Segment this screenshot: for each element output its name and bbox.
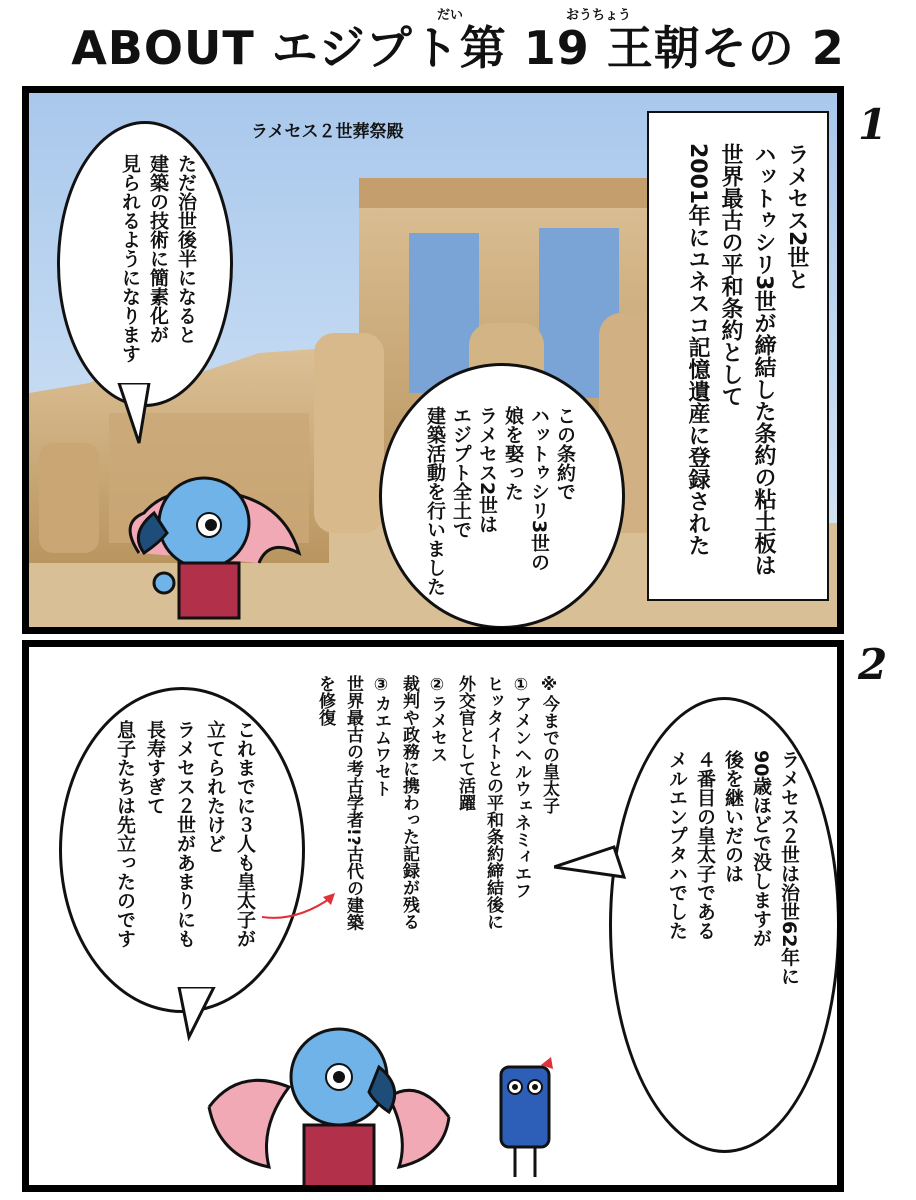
panel2-note: ※今までの皇太子 ①アメンヘルウェネミィエフ ヒッタイトとの平和条約締結後に 外交官として活躍 ②ラメセス 裁判や政務に携わった記録が残る ③カエムワセト 世界最古の考古学者!?古代の建築 を修復 [315, 675, 559, 931]
panel-2 [22, 640, 844, 1192]
panel2-bubble-left-text: これまでに３人も皇太子が 立てられたけど ラメセス２世があまりにも 長寿すぎて 息子たちは先立ったのです [114, 720, 256, 948]
red-arrow-icon [257, 887, 347, 927]
bird-mascot-character-2 [199, 1017, 459, 1192]
panel2-bubble-right [609, 697, 840, 1153]
panel-number-2: 2 [858, 640, 888, 689]
panel1-bubble-center [379, 363, 625, 629]
small-mascot-character [491, 1057, 561, 1187]
title-ruby-dai: だい [437, 8, 464, 23]
title-ruby-ouchou: おうちょう [566, 8, 632, 23]
panel1-narration-box [647, 111, 829, 601]
bubble-tail-right [554, 837, 634, 897]
panel2-bubble-right-text: ラメセス２世は治世62年に 90歳ほどで没しますが 後を継いだのは ４番目の皇太子である メルエンプタハでした [666, 750, 800, 986]
panel1-bubble-center-text: この条約で ハットゥシリ3世の 娘を娶った ラメセス2世は エジプト全土で 建築活動を行いました [424, 406, 576, 596]
panel1-bubble-left-text: ただ治世後半になると 建築の技術に簡素化が 見られるようになります [119, 154, 197, 363]
bird-mascot-character [109, 443, 309, 623]
title-text: ABOUT エジプト第 19 王朝その 2 [71, 21, 845, 75]
panel1-bubble-left [57, 121, 233, 407]
panel2-bubble-left [59, 687, 305, 1013]
photo-caption: ラメセス２世葬祭殿 [251, 122, 404, 142]
panel-number-1: 1 [858, 100, 888, 149]
panel1-narration-text: ラメセス2世と ハットゥシリ3世が締結した条約の粘土板は 世界最古の平和条約として 2001年にユネスコ記憶遺産に登録された [685, 143, 809, 577]
panel-1 [22, 86, 844, 634]
